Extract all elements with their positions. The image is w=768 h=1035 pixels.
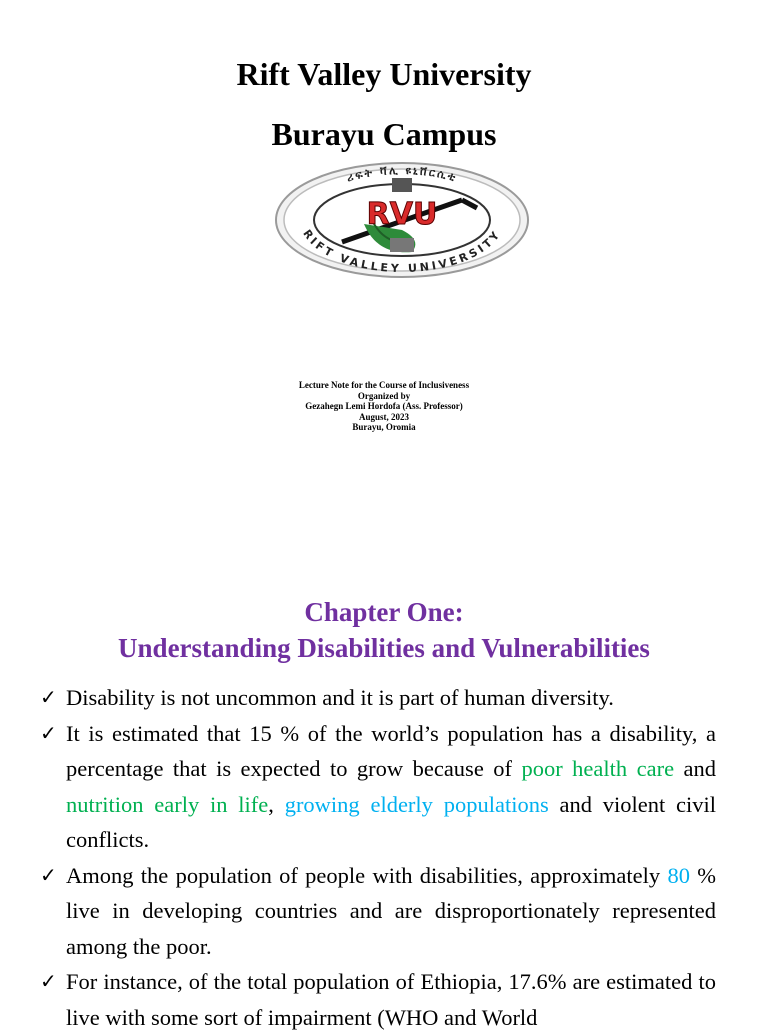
- lecture-date: August, 2023: [358, 411, 409, 422]
- bullet-text: It is estimated that 15 % of the world’s population has a disability, a percentage that is expected to grow because of: [66, 720, 716, 781]
- highlight-nutrition: nutrition early in life: [66, 791, 269, 817]
- rvu-seal-icon: [272, 160, 532, 280]
- list-item: [40, 716, 716, 858]
- lecture-author: Gezahegn Lemi Hordofa (Ass. Professor): [305, 401, 463, 411]
- university-logo: [272, 160, 532, 280]
- highlight-80: 80: [667, 862, 690, 888]
- bullet-text: For instance, of the total population of Ethiopia, 17.6% are estimated to live with some sort of impairment (WHO and World: [66, 969, 716, 1030]
- list-item: [40, 858, 716, 965]
- lecture-organized-by: Organized by: [357, 390, 411, 401]
- bullet-text: Among the population of people with disabilities, approximately: [66, 862, 668, 888]
- check-icon: ✓: [40, 862, 57, 887]
- bullet-text: Disability is not uncommon and it is part of human diversity.: [66, 685, 614, 710]
- chapter-number: Chapter One:: [304, 597, 464, 627]
- lecture-location: Burayu, Oromia: [352, 422, 416, 432]
- svg-text:ሪፍት ቫሊ ዩኒቨርሲቲ: ሪፍት ቫሊ ዩኒቨርሲቲ: [345, 163, 459, 185]
- chapter-title: Understanding Disabilities and Vulnerabilities: [118, 633, 650, 663]
- university-title: Rift Valley University: [236, 56, 532, 92]
- bullet-list: [40, 680, 716, 1035]
- list-item: [40, 680, 716, 716]
- lecture-info: [0, 380, 768, 433]
- svg-text:RVU: RVU: [366, 197, 438, 232]
- check-icon: ✓: [40, 969, 57, 993]
- highlight-poor-health-care: poor health care: [521, 756, 675, 781]
- list-item: [40, 964, 716, 1035]
- lecture-course: Lecture Note for the Course of Inclusiveness: [298, 380, 470, 390]
- check-icon: ✓: [40, 685, 57, 709]
- campus-title: Burayu Campus: [271, 116, 497, 152]
- bullet-text: and: [674, 756, 717, 781]
- bullet-text: % live in developing countries and are disproportionately represented among the poor.: [66, 862, 716, 959]
- bullet-text: and violent civil conflicts.: [66, 791, 716, 852]
- check-icon: ✓: [40, 720, 57, 745]
- bullet-text: ,: [268, 791, 285, 817]
- svg-text:RIFT VALLEY UNIVERSITY: RIFT VALLEY UNIVERSITY: [300, 227, 504, 276]
- highlight-elderly: growing elderly populations: [284, 791, 549, 817]
